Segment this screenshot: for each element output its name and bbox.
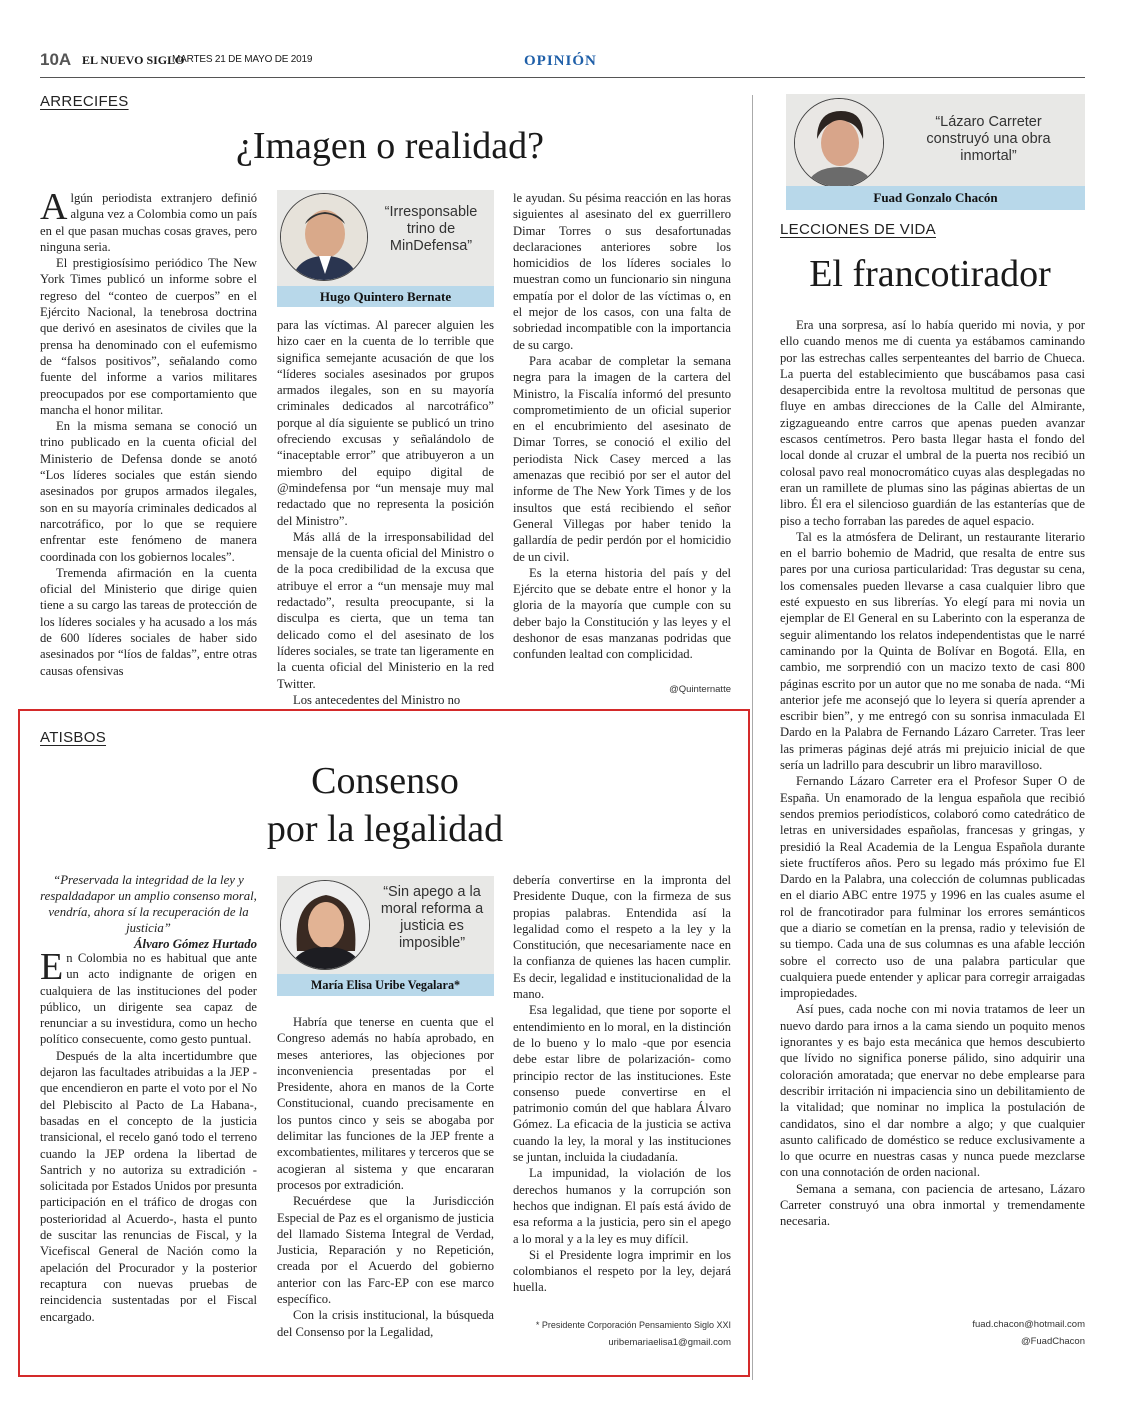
- paragraph: Recuérdese que la Jurisdicción Especial de Paz es el organismo de justicia del llamado Sistema Integral de Verdad, Justicia, Reparación y no Repetición, creada por el Acuerdo del gobierno anterior con las Farc-EP con ese marco específico.: [277, 1194, 494, 1307]
- paragraph: Más allá de la irresponsabilidad del mensaje de la cuenta oficial del Ministro o de la poca credibilidad de la excusa que atribuye el error a “un mensaje muy mal redactado”, resulta preocupante, si la disculpa es cierta, que un tema tan delicado como el del asesinato de los líderes sociales, se trate tan ligeramente en la cuenta oficial del Ministerio en la red Twitter.: [277, 529, 494, 691]
- paragraph: Con la crisis institucional, la búsqueda del Consenso por la Legalidad,: [277, 1308, 494, 1339]
- paragraph: le ayudan. Su pésima reacción en las horas siguientes al asesinato del ex guerrillero Dimar Torres o sus desafortunadas declaraciones anteriores sobre los homicidios de los líderes sociales lo muestran como un funcionario sin ninguna empatía por el dolor de las víctimas o, en el mejor de los casos, con una falta de sobriedad incompatible con la importancia de su cargo.: [513, 191, 731, 352]
- paragraph: Era una sorpresa, así lo había querido mi novia, y por ello cuando menos me di cuenta ya estábamos caminando por las estrechas calles serpenteantes del barrio de Chueca. La puerta del establecimiento que buscábamos pasa casi desapercibida entre la revoltosa multitud de personas que fluye en ambas direcciones de la Calle del Almirante, zigzagueando entre carros que apenas pueden avanzar escasos centímetros. Pero basta llegar hasta el fondo del local donde al cruzar el umbral de la puerta nos recibió un colosal pavo real monocromático cuyas alas desplegadas no eran un ramillete de plumas sino las páginas abiertas de un libro. Él era el silencioso guardián de las estanterías que de piso a techo forraban las paredes de aquel espacio.: [780, 318, 1085, 528]
- paragraph: Tremenda afirmación en la cuenta oficial del Ministerio que dirige quien tiene a su cargo las tareas de protección de los líderes sociales y ha acusado a los más de 600 líderes sociales de haber sido asesinados por “líos de faldas”, entre otras causas ofensivas: [40, 565, 257, 678]
- paragraph: para las víctimas. Al parecer alguien les hizo caer en la cuenta de lo terrible que significa semejante acusación de que los “líderes sociales asesinados por grupos armados ilegales, son en su mayoría criminales dedicados al narcotráfico” porque al día siguiente se publicó un trino ofreciendo excusas y señalándolo de “inaceptable error” que atribuyeron a un miembro del equipo digital de @mindefensa por “un mensaje muy mal redactado que no representa la posición del Ministro”.: [277, 318, 494, 528]
- paragraph: Si el Presidente logra imprimir en los colombianos el respeto por la ley, dejará huella.: [513, 1247, 731, 1295]
- section-label-lecciones: LECCIONES DE VIDA: [780, 221, 936, 238]
- paper-name: EL NUEVO SIGLO: [82, 53, 185, 67]
- section-label-arrecifes: ARRECIFES: [40, 93, 129, 110]
- article2-footnote: * Presidente Corporación Pensamiento Siglo XXI: [535, 1320, 731, 1330]
- article1-column-3: [513, 190, 731, 663]
- author-name-bar: Fuad Gonzalo Chacón: [786, 186, 1085, 210]
- paragraph: Los antecedentes del Ministro no: [293, 692, 461, 707]
- article3-quote-box: [786, 94, 1085, 210]
- author-photo: [280, 880, 370, 970]
- paragraph: Fernando Lázaro Carreter era el Profesor Super O de España. Un enamorado de la lengua española que recibió sendos premios periodísticos, colaboró como catedrático de letras en universidades españolas, francesas y gringas, y presidió la Real Academia de la Lengua Española durante siete fructíferos años. Pero su legado más próximo fue El Dardo en la Palabra, una colección de columnas publicadas en el diario ABC entre 1975 y 1996 en las cuales asume el rol de francotirador para fulminar los errores semánticos que a diario se cometían en la prensa, radio y televisión de su tiempo. Cada una de sus columnas es una afable lección sobre el correcto uso de una palabra particular que cualquiera puede entender y aplicar para corregir arraigadas impropiedades.: [780, 774, 1085, 1001]
- paragraph: En la misma semana se conoció un trino publicado en la cuenta oficial del Ministerio de Defensa donde se anotó “Los líderes sociales que están siendo asesinados por grupos armados ilegales, son en su mayoría criminales dedicados al narcotráfico, por lo que se requiere enfrentar este fenómeno de manera coordinada con los gobiernos locales”.: [40, 419, 257, 564]
- article1-headline: ¿Imagen o realidad?: [235, 125, 545, 167]
- section-title: OPINIÓN: [524, 53, 597, 69]
- article2-headline-line2: por la legalidad: [266, 808, 504, 850]
- article1-quote-box: [277, 190, 494, 307]
- page-number: 10A: [40, 50, 72, 69]
- article2-column-2: [277, 1014, 494, 1340]
- paragraph: Después de la alta incertidumbre que dejaron las facultades atribuidas a la JEP -que encendieron en parte el voto por el No del Plebiscito al Pacto de La Habana-, basadas en el concepto de la justicia transicional, el recelo ganó todo el terreno cuando la JEP ordena la libertad de Santrich y no autoriza su extradición -solicitada por Estados Unidos por presunta participación en el tráfico de drogas con posterioridad al Acuerdo-, hasta el punto de suscitar las renuncias de Fiscal, y la Vicefiscal General de Nación como la apelación del Procurador y la posterior recaptura con nuevas pruebas de reincidencia sustentadas por el Fiscal encargado.: [40, 1048, 257, 1324]
- section-label-atisbos: ATISBOS: [40, 729, 107, 746]
- paragraph: Para acabar de completar la semana negra para la imagen de la cartera del Ministro, la Fiscalía informó del presunto comprometimiento de un oficial superior en el encubrimiento del asesinato de Dimar Torres, se conoció el exilio del periodista Nick Casey merced a las amenazas que recibió por ser el autor del informe de The New York Times y de los insultos que está recibiendo el señor General Villegas por haber tenido la gallardía de pedir perdón por el homicidio de un civil.: [513, 353, 731, 564]
- article1-column-2: [277, 317, 494, 708]
- article2-column-3: [513, 872, 731, 1296]
- article2-quote-box: [277, 876, 494, 996]
- epigraph-quote: “Preservada la integridad de la ley y respaldadapor un amplio consenso moral, vendría, ahora sí la recuperación de la justicia”: [40, 873, 257, 935]
- masthead: [40, 50, 1085, 78]
- article3-headline: El francotirador: [809, 253, 1051, 295]
- epigraph: [40, 872, 257, 952]
- pull-quote: “Irresponsable trino de MinDefensa”: [384, 204, 478, 254]
- paragraph: debería convertirse en la impronta del Presidente Duque, con la firmeza de sus propias palabras. Entendida así la legalidad como el respeto a la ley y la Constitución, que necesariamente nace en la confianza de quienes las hacen cumplir. Es decir, legalidad e institucionalidad de la mano.: [513, 873, 731, 1002]
- pull-quote: “Sin apego a la moral reforma a justicia es imposible”: [380, 884, 484, 951]
- article3-twitter: @FuadChacon: [1020, 1336, 1085, 1347]
- paragraph: Es la eterna historia del país y del Ejército que se debate entre el honor y la gloria de la mayoría que cumple con su deber bajo la Constitución y las leyes y el deshonor de esas manzanas podridas que confunden lealtad con complicidad.: [513, 565, 731, 662]
- article3-email: fuad.chacon@hotmail.com: [972, 1319, 1085, 1330]
- article1-column-1: [40, 186, 257, 679]
- drop-cap: A: [40, 186, 68, 228]
- paragraph: Esa legalidad, que tiene por soporte el entendimiento en lo moral, en la distinción de lo bueno y lo malo -que por esencia debe estar libre de polarización- como principio rector de las instituciones. Este consenso puede convertirse en el patrimonio común del que hablara Álvaro Gómez. La eficacia de la justicia se activa cuando la ley, la moral y las instituciones se juntan, incluida la ciudadanía.: [513, 1003, 731, 1165]
- author-name-bar: María Elisa Uribe Vegalara*: [277, 974, 494, 996]
- drop-cap: E: [40, 946, 64, 988]
- article2-email: uribemariaelisa1@gmail.com: [608, 1337, 731, 1348]
- paragraph: La impunidad, la violación de los derechos humanos y la corrupción son hechos que indignan. El país está ávido de esa reforma a la justicia, pero sin el apego a lo moral y a la ley es muy difícil.: [513, 1166, 731, 1246]
- author-photo: [280, 193, 368, 281]
- article2-column-1: [40, 946, 257, 1325]
- paragraph: Así pues, cada noche con mi novia tratamos de leer un nuevo dardo para irnos a la cama siendo un poquito menos ignorantes y es bajo esta mecánica que hemos descubierto que lívido no significa ponerse pálido, sino adquirir una coloración amoratada; que enervar no debe emplearse para describir irritación ni impaciencia sino un debilitamiento de la vitalidad; que nominar no implica la postulación de candidatos, sino el dar nombre a algo; y que cualquier asunto calificado de doméstico se reduce exclusivamente a lo que ocurre en nuestras casas y nunca puede mezclarse con una connotación de orden nacional.: [780, 1002, 1085, 1180]
- paragraph: n Colombia no es habitual que ante un acto indignante de origen en cualquiera de las instituciones del poder público, un dirigente sea capaz de renunciar a su investidura, como un hecho político consecuente, como gesto puntual.: [40, 951, 257, 1047]
- paragraph: Tal es la atmósfera de Delirant, un restaurante literario en el barrio bohemio de Madrid, que resalta de entre sus pares por una curiosa particularidad: Tras degustar su cena, los comensales pueden llevarse a casa cualquier libro que esté expuesto en sus librerías. Yo elegí para mi novia un ejemplar de El General en su Laberinto con la esperanza de seguir alimentando los relatos independentistas que le narré caminando por la Quinta de Bolívar en Bogotá. Ella, en cambio, me sorprendió con un macizo texto de casi 800 páginas escrito por un autor que no me sonaba de nada. “Mi anterior jefe me aconsejó que lo leyera si quería aprender a escribir bien”, y me entregó con su sonrisa inmaculada El Dardo en la Palabra de Fernando Lázaro Carreter. Tras leer las primeras páginas dejé atrás mi prejuicio inicial de que sería un ladrillo para descubrir un libro maravilloso.: [780, 529, 1085, 773]
- author-photo: [794, 98, 884, 188]
- article3-body: [780, 317, 1085, 1230]
- article1-signature: @Quinternatte: [669, 684, 731, 695]
- column-divider: [752, 95, 753, 1380]
- article2-headline-line1: Consenso: [311, 760, 459, 802]
- paragraph: El prestigiosísimo periódico The New York Times publicó un informe sobre el regreso del “conteo de cuerpos” en el Ejército Nacional, la tenebrosa doctrina que derivó en asesinatos de civiles que la prensa ha denominado con el eufemismo de “falsos positivos”, señalando como fuente del informe a varios militares preocupados por ese comportamiento que mancha el honor militar.: [40, 256, 257, 417]
- paragraph: lgún periodista extranjero definió alguna vez a Colombia como un país en el que pasan muchas cosas graves, pero ninguna seria.: [40, 191, 257, 254]
- issue-date: MARTES 21 DE MAYO DE 2019: [172, 54, 313, 65]
- paragraph: Habría que tenerse en cuenta que el Congreso además no había aprobado, en meses anteriores, las objeciones por inconveniencia presentadas por el Presidente, ahora en manos de la Corte Constitucional, cuando precisamente en los puntos cinco y seis se abogaba por delimitar las funciones de la JEP frente a excombatientes, militares y terceros que se acogieran al sistema y que encararan procesos por extradición.: [277, 1015, 494, 1192]
- paragraph: Semana a semana, con paciencia de artesano, Lázaro Carreter construyó una obra inmortal y tremendamente necesaria.: [780, 1181, 1085, 1229]
- epigraph-author: Álvaro Gómez Hurtado: [133, 937, 257, 951]
- author-name-bar: Hugo Quintero Bernate: [277, 286, 494, 307]
- pull-quote: “Lázaro Carreter construyó una obra inmortal”: [926, 114, 1051, 164]
